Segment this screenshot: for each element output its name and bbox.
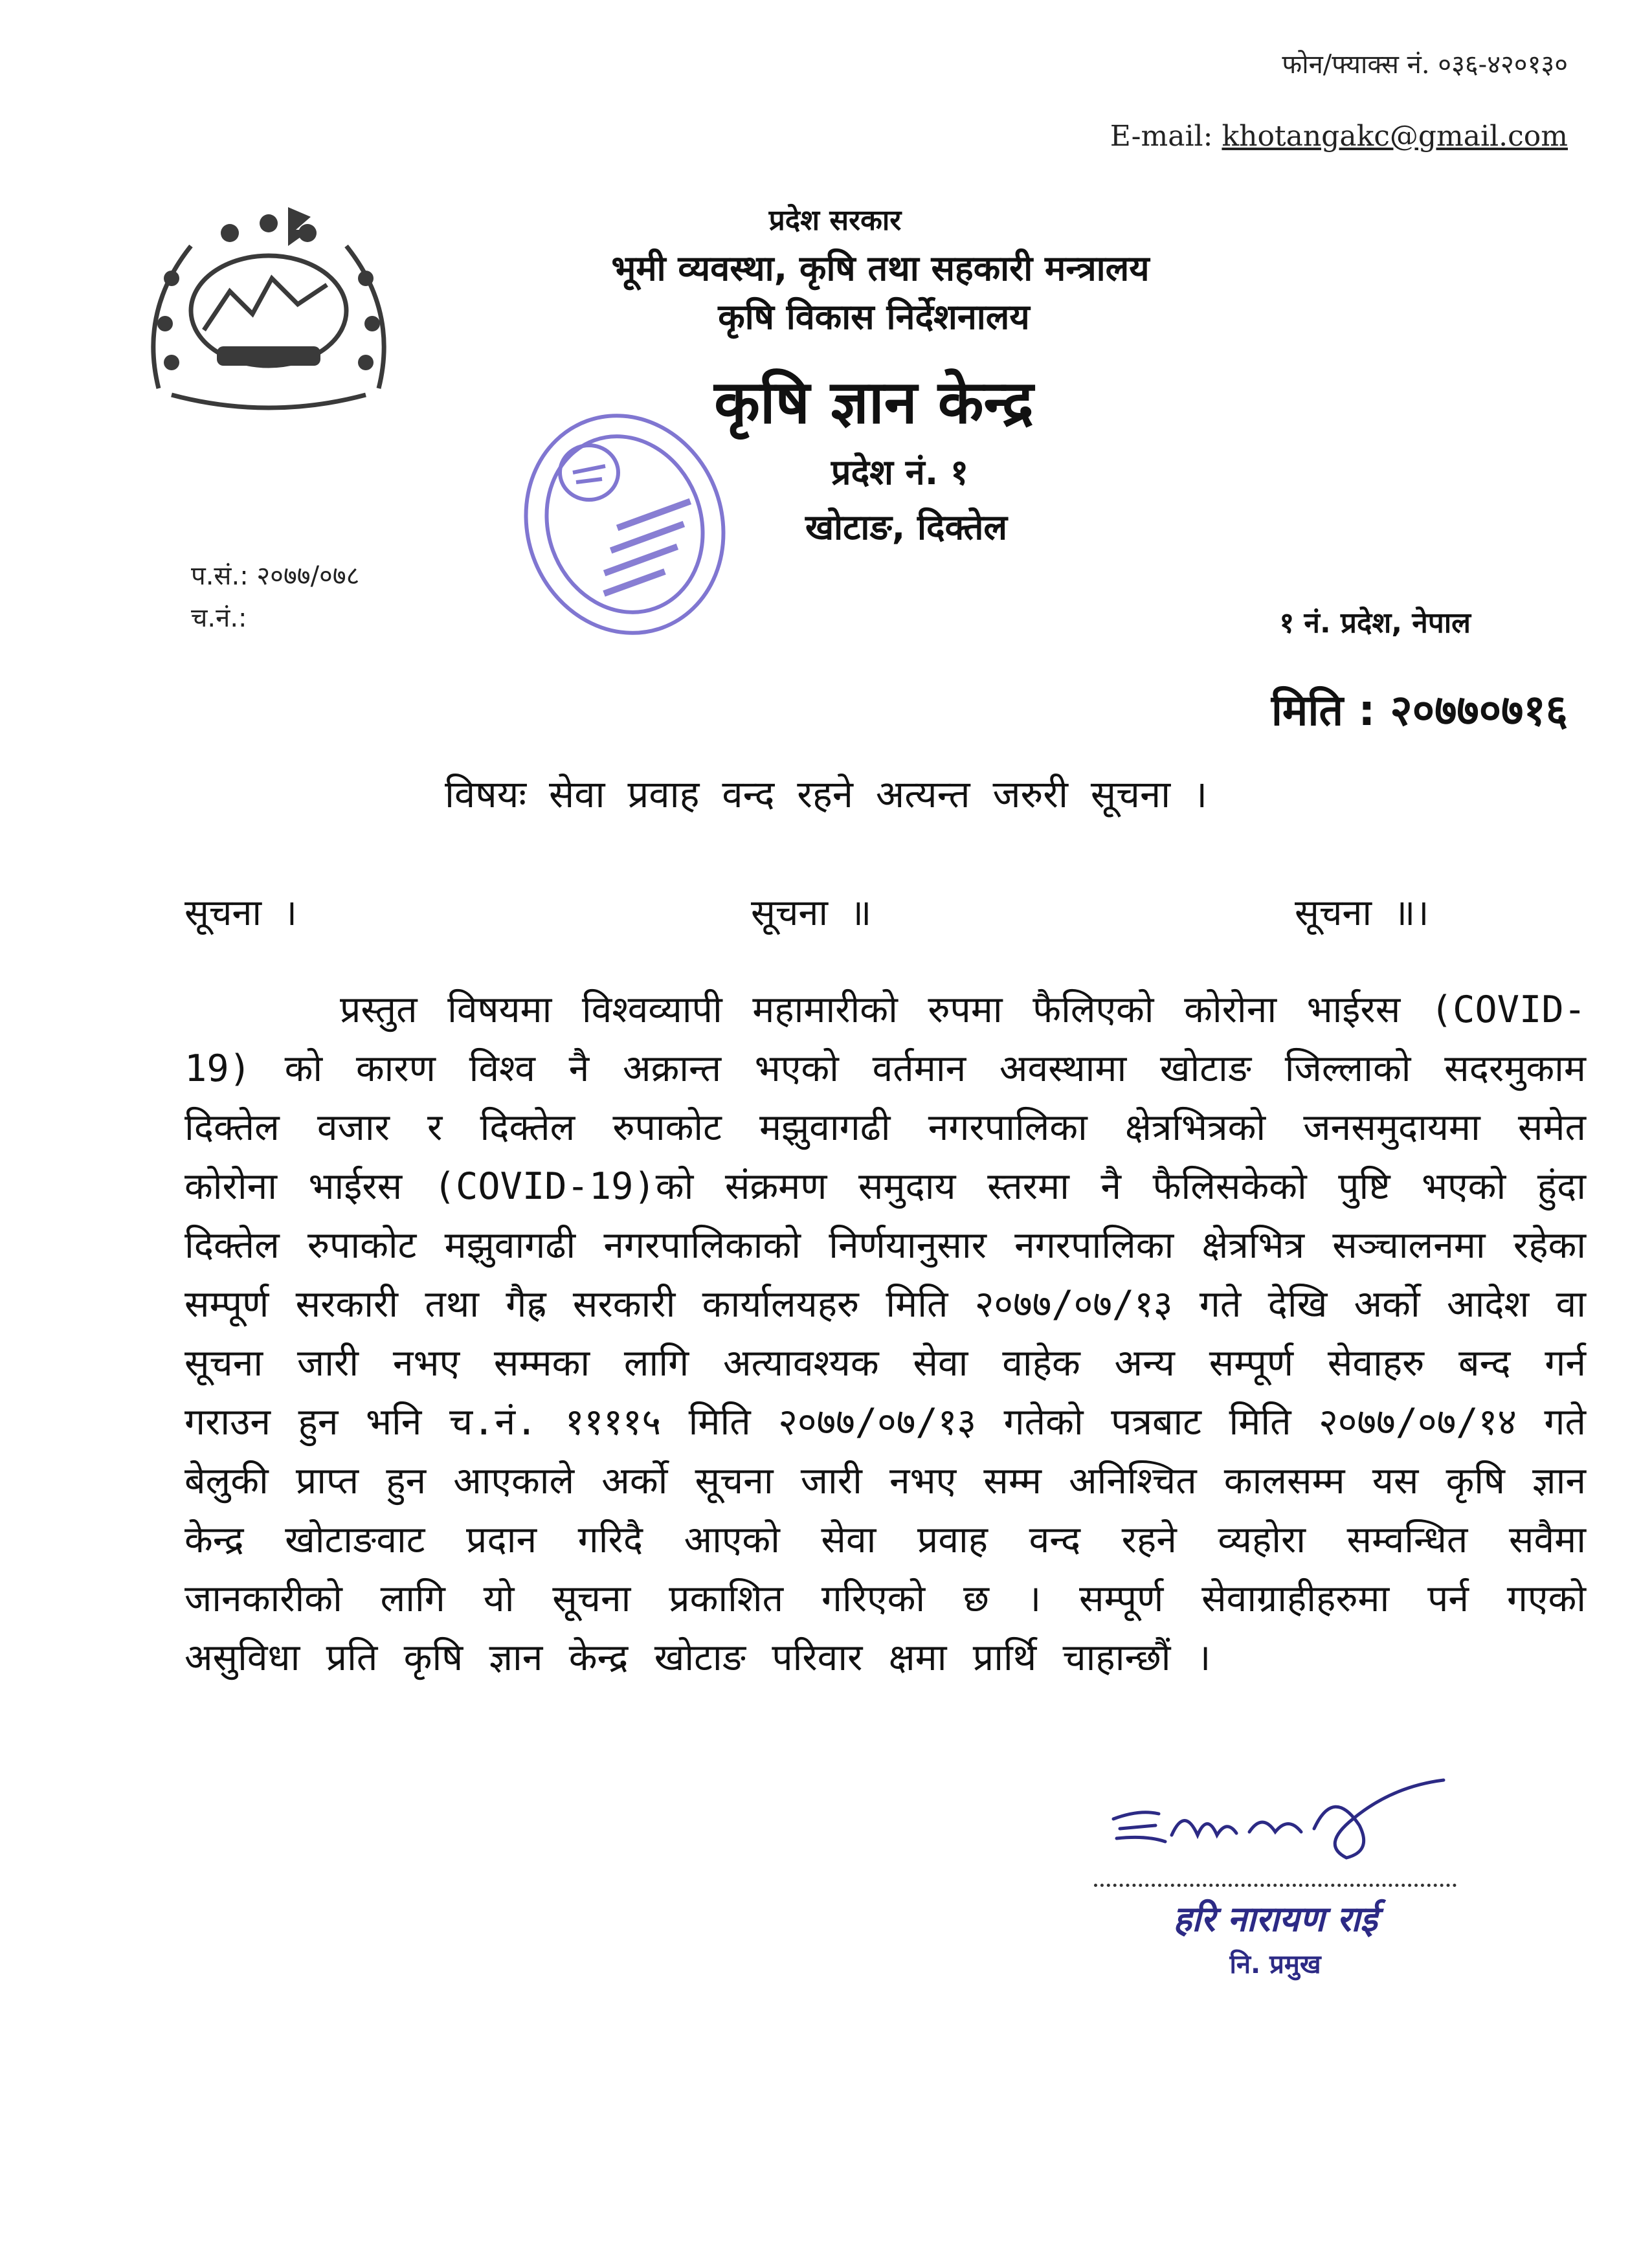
header-ministry: भूमी व्यवस्था, कृषि तथा सहकारी मन्त्रालय <box>611 248 1150 289</box>
signature-line <box>1094 1884 1457 1887</box>
reference-number: प.सं.: २०७७/०७८ <box>191 561 360 591</box>
notice-body: प्रस्तुत विषयमा विश्वव्यापी महामारीको रुपमा फैलिएको कोरोना भाईरस (COVID-19) को कारण विश्व नै अक्रान्त भएको वर्तमान अवस्थामा खोटाङ जिल्लाको सदरमुकाम दिक्तेल वजार र दिक्तेल रुपाकोट मझुवागढी नगरपालिका क्षेत्रभित्रको जनसमुदायमा समेत कोरोना भाईरस (COVID-19)को संक्रमण समुदाय स्तरमा नै फैलिसकेको पुष्टि भएको हुंदा दिक्तेल रुपाकोट मझुवागढी नगरपालिकाको निर्णयानुसार नगरपालिका क्षेत्रभित्र सञ्चालनमा रहेका सम्पूर्ण सरकारी तथा गैह्र सरकारी कार्यालयहरु मिति २०७७/०७/१३ गते देखि अर्को आदेश वा सूचना जारी नभए सम्मका लागि अत्यावश्यक सेवा वाहेक अन्य सम्पूर्ण सेवाहरु बन्द गर्न गराउन हुन भनि च.नं. ११११५ मिति २०७७/०७/१३ गतेको पत्रबाट मिति २०७७/०७/१४ गते बेलुकी प्राप्त हुन आएकाले अर्को सूचना जारी नभए सम्म अनिश्चित कालसम्म यस कृषि ज्ञान केन्द्र खोटाङवाट प्रदान गरिदै आएको सेवा प्रवाह वन्द रहने व्यहोरा सम्वन्धित सवैमा जानकारीको लागि यो सूचना प्रकाशित गरिएको छ । सम्पूर्ण सेवाग्राहीहरुमा पर्न गएको असुविधा प्रति कृषि ज्ञान केन्द्र खोटाङ परिवार क्षमा प्रार्थि चाहान्छौं । <box>184 988 1586 1679</box>
handwritten-signature-icon <box>1100 1774 1463 1877</box>
office-stamp-icon <box>511 401 731 654</box>
phone-fax: फोन/फ्याक्स नं. ०३६-४२०१३० <box>1282 50 1568 80</box>
header-province-government: प्रदेश सरकार <box>768 204 902 237</box>
email-link[interactable]: khotangakc@gmail.com <box>1222 120 1568 153</box>
nepal-emblem-icon <box>133 201 405 434</box>
subject-line: विषयः सेवा प्रवाह वन्द रहने अत्यन्त जरुरी सूचना । <box>444 772 1208 816</box>
header-office-name: कृषि ज्ञान केन्द्र <box>714 368 1034 437</box>
header-province-number: प्रदेश नं. १ <box>831 452 969 493</box>
email-label: E-mail: <box>1110 120 1213 153</box>
email-line <box>1110 120 1568 153</box>
header-directorate: कृषि विकास निर्देशनालय <box>718 296 1030 337</box>
signatory-name: हरि नारायण राई <box>1173 1899 1378 1939</box>
notice-heading-3: सूचना ॥। <box>1295 892 1429 934</box>
document-date: मिति : २०७७०७१६ <box>1271 686 1568 735</box>
header-location: खोटाङ, दिक्तेल <box>805 507 1008 548</box>
signatory-title: नि. प्रमुख <box>1229 1950 1321 1979</box>
dispatch-number: च.नं.: <box>191 603 247 633</box>
notice-heading-1: सूचना । <box>184 892 297 934</box>
notice-heading-2: सूचना ॥ <box>751 892 872 934</box>
province-address: १ नं. प्रदेश, नेपाल <box>1279 607 1471 640</box>
